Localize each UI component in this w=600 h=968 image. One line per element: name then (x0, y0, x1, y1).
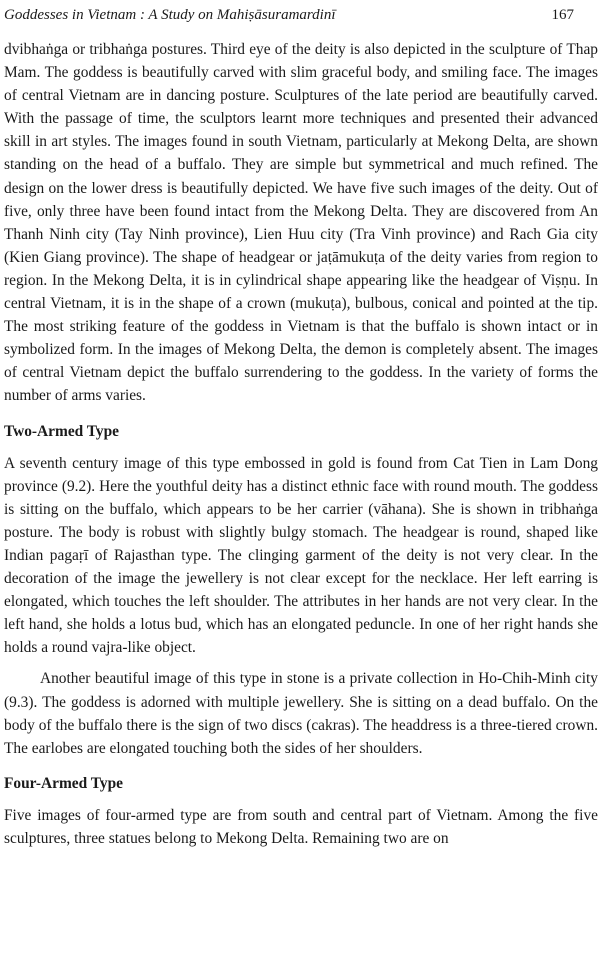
page-number: 167 (551, 7, 574, 23)
section-heading-two-armed: Two-Armed Type (4, 422, 119, 440)
section-heading-four-armed: Four-Armed Type (4, 774, 123, 792)
body-text (4, 38, 598, 850)
paragraph-four-armed-1: Five images of four-armed type are from south and central part of Vietnam. Among the five sculptures, three statues belong to Mekong Delta. Remaining two are on (4, 806, 598, 847)
paragraph-intro: dvibhaṅga or tribhaṅga postures. Third eye of the deity is also depicted in the sculpture of Thap Mam. The goddess is beautifully carved with slim graceful body, and smiling face. The images of central Vietnam are in dancing posture. Sculptures of the late period are beautifully carved. With the passage of time, the sculptors learnt more techniques and presented their advanced skill in art styles. The images found in south Vietnam, particularly at Mekong Delta, are shown standing on the head of a buffalo. They are simple but symmetrical and much refined. The design on the lower dress is beautifully depicted. We have five such images of the deity. Out of five, only three have been found intact from the Mekong Delta. They are discovered from An Thanh Ninh city (Tay Ninh province), Lien Huu city (Tra Vinh province) and Rach Gia city (Kien Giang province). The shape of headgear or jaṭāmukuṭa of the deity varies from region to region. In the Mekong Delta, it is in cylindrical shape appearing like the headgear of Viṣṇu. In central Vietnam, it is in the shape of a crown (mukuṭa), bulbous, conical and pointed at the tip. The most striking feature of the goddess in Vietnam is that the buffalo is shown intact or in symbolized form. In the images of Mekong Delta, the demon is completely absent. The images of central Vietnam depict the buffalo surrendering to the goddess. In the variety of forms the number of arms varies. (4, 41, 598, 405)
running-head (4, 0, 598, 30)
paragraph-two-armed-2: Another beautiful image of this type in stone is a private collection in Ho-Chih-Minh city (9.3). The goddess is adorned with multiple jewellery. She is sitting on a dead buffalo. On the body of the buffalo there is the sign of two discs (cakras). The headdress is a three-tiered crown. The earlobes are elongated touching both the sides of her shoulders. (4, 670, 598, 757)
book-page (4, 0, 598, 968)
running-head-title: Goddesses in Vietnam : A Study on Mahiṣāsuramardinī (4, 7, 336, 23)
paragraph-two-armed-1: A seventh century image of this type embossed in gold is found from Cat Tien in Lam Dong province (9.2). Here the youthful deity has a distinct ethnic face with round mouth. The goddess is sitting on the buffalo, which appears to be her carrier (vāhana). She is shown in tribhaṅga posture. The body is robust with slightly bulgy stomach. The headgear is round, shaped like Indian pagaṛī of Rajasthan type. The clinging garment of the deity is not very clear. In the decoration of the image the jewellery is not clear except for the necklace. Her left earring is elongated, which touches the left shoulder. The attributes in her hands are not very clear. In the left hand, she holds a lotus bud, which has an elongated peduncle. In one of her right hands she holds a round vajra-like object. (4, 454, 598, 657)
